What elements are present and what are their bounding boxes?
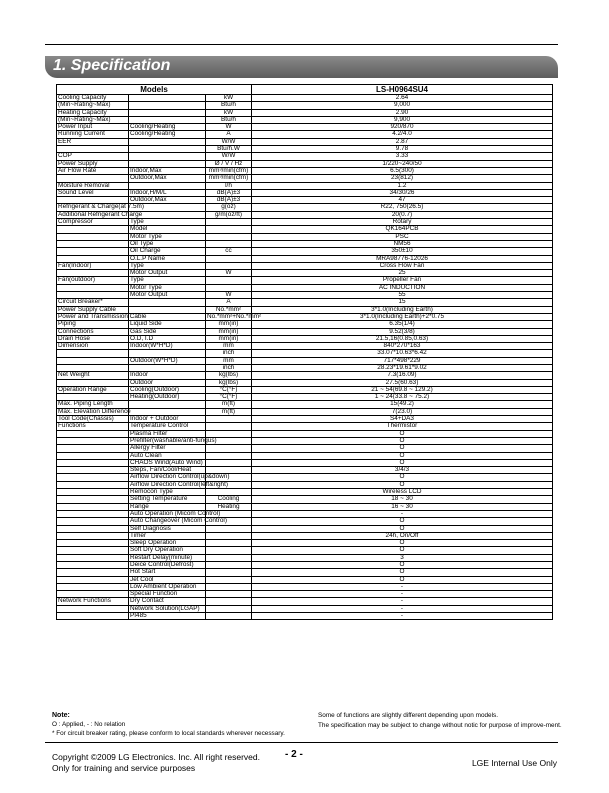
sub-item-cell: Sleep Operation bbox=[129, 540, 206, 547]
value-cell: 3/4/3 bbox=[252, 467, 553, 474]
value-cell: QK164PCB bbox=[252, 226, 553, 233]
value-cell: R22, 750(26.5) bbox=[252, 204, 553, 211]
unit-cell bbox=[206, 277, 252, 284]
sub-item-cell: Indoor,H/M/L bbox=[129, 189, 206, 196]
training-text: Only for training and service purposes bbox=[52, 763, 196, 773]
section-banner bbox=[45, 56, 558, 78]
sub-item-cell: Temperature Control bbox=[129, 423, 206, 430]
sub-item-cell bbox=[129, 146, 206, 153]
item-cell: Circuit Breaker* bbox=[57, 299, 129, 306]
value-cell: MRA98776-12026 bbox=[252, 255, 553, 262]
sub-item-cell bbox=[129, 109, 206, 116]
footer-rule bbox=[45, 742, 558, 743]
sub-item-cell: Gas Side bbox=[129, 328, 206, 335]
unit-cell: kg(lbs) bbox=[206, 379, 252, 386]
item-cell bbox=[57, 605, 129, 612]
value-cell: - bbox=[252, 510, 553, 517]
sub-item-cell: Type bbox=[129, 262, 206, 269]
value-cell: 21 ~ 54(69.8 ~ 129.2) bbox=[252, 386, 553, 393]
table-row bbox=[57, 146, 553, 153]
value-cell: S4+DA3 bbox=[252, 416, 553, 423]
sub-item-cell: Auto Operation (Micom Control) bbox=[130, 509, 221, 517]
table-row bbox=[57, 445, 553, 452]
item-cell: (Min~Rating~Max) bbox=[57, 102, 129, 109]
sub-item-cell: Auto Changeover (Micom Control) bbox=[130, 517, 227, 525]
value-cell: 18 ~ 30 bbox=[252, 496, 553, 503]
value-cell: - bbox=[252, 613, 553, 620]
sub-item-cell bbox=[129, 401, 206, 408]
sub-item-cell: Outdoor(W*H*D) bbox=[129, 357, 206, 364]
item-cell bbox=[57, 510, 129, 517]
item-cell: Power Supply Cable bbox=[57, 306, 129, 313]
item-cell bbox=[57, 496, 129, 503]
item-cell: Piping bbox=[57, 321, 129, 328]
value-cell: 28.23*19.61*9.02 bbox=[252, 364, 553, 371]
item-cell: Air Flow Rate bbox=[57, 167, 129, 174]
unit-cell bbox=[206, 569, 252, 576]
sub-item-cell: Allergy Filter bbox=[129, 445, 206, 452]
unit-cell: dB(A)±3 bbox=[206, 197, 252, 204]
unit-cell: A bbox=[206, 131, 252, 138]
value-cell: 3*1.0(Including Earth)+2*0.75 bbox=[252, 313, 553, 320]
value-cell: 350±10 bbox=[252, 248, 553, 255]
value-cell: 9,900 bbox=[252, 116, 553, 123]
item-cell: Max. Elevation Difference bbox=[58, 407, 131, 415]
value-cell: Wireless LCD bbox=[252, 489, 553, 496]
value-cell: NM56 bbox=[252, 240, 553, 247]
value-cell: Rotary bbox=[252, 219, 553, 226]
value-cell: 1 ~ 24(33.8 ~ 75.2) bbox=[252, 394, 553, 401]
item-cell: Sound Level bbox=[57, 189, 129, 196]
value-cell: O bbox=[252, 437, 553, 444]
value-cell: O bbox=[252, 562, 553, 569]
item-cell: Power Supply bbox=[57, 160, 129, 167]
table-row bbox=[57, 357, 553, 364]
sub-item-cell bbox=[129, 299, 206, 306]
table-row bbox=[57, 343, 553, 350]
value-cell: 27.5(60.63) bbox=[252, 379, 553, 386]
unit-cell: Btu/h.W bbox=[206, 146, 252, 153]
sub-item-cell: Cooling/Heating bbox=[129, 131, 206, 138]
table-row bbox=[57, 394, 553, 401]
unit-cell bbox=[206, 445, 252, 452]
item-cell bbox=[57, 562, 129, 569]
value-cell: 2.64 bbox=[252, 95, 553, 102]
sub-item-cell bbox=[129, 102, 206, 109]
value-cell: - bbox=[252, 591, 553, 598]
unit-cell: No.*mm²+No.*mm² bbox=[207, 312, 262, 320]
item-cell bbox=[57, 583, 129, 590]
item-cell bbox=[57, 240, 129, 247]
table-row bbox=[57, 292, 553, 299]
unit-cell: m(ft) bbox=[206, 408, 252, 415]
sub-item-cell: Jet Cool bbox=[129, 576, 206, 583]
item-cell bbox=[57, 569, 129, 576]
table-row bbox=[57, 109, 553, 116]
unit-cell bbox=[206, 226, 252, 233]
value-cell: 920/870 bbox=[252, 124, 553, 131]
copyright-text: Copyright ©2009 LG Electronics. Inc. All right reserved. bbox=[52, 752, 260, 762]
unit-cell bbox=[206, 452, 252, 459]
item-cell: Power and Transmission Cable bbox=[58, 312, 147, 320]
unit-cell bbox=[206, 576, 252, 583]
unit-cell: W/W bbox=[206, 153, 252, 160]
internal-use-label: LGE Internal Use Only bbox=[471, 758, 557, 768]
sub-item-cell: Plasma Filter bbox=[129, 430, 206, 437]
unit-cell: mm bbox=[206, 357, 252, 364]
item-cell bbox=[57, 467, 129, 474]
unit-cell: mm³/min(cfm) bbox=[206, 167, 252, 174]
value-cell: AC INDUCTION bbox=[252, 284, 553, 291]
value-cell: O bbox=[252, 569, 553, 576]
value-cell: - bbox=[252, 605, 553, 612]
sub-item-cell: Oil Charge bbox=[129, 248, 206, 255]
unit-cell bbox=[206, 219, 252, 226]
value-cell: Thermistor bbox=[252, 423, 553, 430]
item-cell: Additional Refrigerant Charge bbox=[58, 210, 143, 218]
table-row bbox=[57, 613, 553, 620]
value-cell: O bbox=[252, 547, 553, 554]
item-cell: Moisture Removal bbox=[57, 182, 129, 189]
item-cell: Max. Piping Length bbox=[57, 401, 129, 408]
sub-item-cell: Special Function bbox=[129, 591, 206, 598]
table-row bbox=[57, 153, 553, 160]
value-cell: O bbox=[252, 452, 553, 459]
sub-item-cell bbox=[129, 153, 206, 160]
value-cell: 47 bbox=[252, 197, 553, 204]
item-cell bbox=[57, 284, 129, 291]
unit-cell: m(ft) bbox=[206, 401, 252, 408]
unit-cell: Btu/h bbox=[206, 116, 252, 123]
unit-cell bbox=[206, 423, 252, 430]
table-row bbox=[57, 518, 553, 525]
unit-cell: kW bbox=[206, 109, 252, 116]
value-cell: 6.5(300) bbox=[252, 167, 553, 174]
sub-item-cell: Oil Type bbox=[129, 240, 206, 247]
unit-cell: mm³/min(cfm) bbox=[206, 175, 252, 182]
table-header-row bbox=[57, 85, 553, 95]
item-cell: Running Current bbox=[57, 131, 129, 138]
sub-item-cell: O.D, I.D bbox=[129, 335, 206, 342]
sub-item-cell: Airflow Direction Control(left&right) bbox=[130, 480, 229, 488]
item-cell bbox=[57, 437, 129, 444]
value-cell: 7(23.0) bbox=[252, 408, 553, 415]
item-cell bbox=[57, 554, 129, 561]
unit-cell: Cooling bbox=[206, 496, 252, 503]
item-cell bbox=[57, 175, 129, 182]
unit-cell bbox=[206, 540, 252, 547]
value-cell: 9,000 bbox=[252, 102, 553, 109]
item-cell bbox=[57, 430, 129, 437]
item-cell bbox=[57, 445, 129, 452]
model-number-header: LS-H0964SU4 bbox=[252, 85, 553, 95]
value-cell: 25 bbox=[252, 270, 553, 277]
unit-cell: W bbox=[206, 292, 252, 299]
item-cell bbox=[57, 613, 129, 620]
unit-cell bbox=[206, 598, 252, 605]
remark-line: Some of functions are slightly different depending upon models. bbox=[318, 712, 498, 719]
value-cell: O bbox=[252, 445, 553, 452]
sub-item-cell: Hot Start bbox=[129, 569, 206, 576]
unit-cell: g/m(oz/ft) bbox=[206, 211, 252, 218]
table-row bbox=[57, 131, 553, 138]
sub-item-cell: Model bbox=[129, 226, 206, 233]
unit-cell: No.*mm² bbox=[206, 306, 252, 313]
value-cell: O bbox=[252, 459, 553, 466]
unit-cell bbox=[206, 255, 252, 262]
table-row bbox=[57, 102, 553, 109]
item-cell bbox=[57, 226, 129, 233]
value-cell: 840*270*163 bbox=[252, 343, 553, 350]
unit-cell: Btu/h bbox=[206, 102, 252, 109]
unit-cell: W/W bbox=[206, 138, 252, 145]
sub-item-cell: Low Ambient Operation bbox=[129, 583, 206, 590]
value-cell: O bbox=[252, 430, 553, 437]
sub-item-cell: Liquid Side bbox=[129, 321, 206, 328]
unit-cell: A bbox=[206, 299, 252, 306]
value-cell: 1.2 bbox=[252, 182, 553, 189]
item-cell bbox=[57, 532, 129, 539]
item-cell: Functions bbox=[57, 423, 129, 430]
value-cell: O bbox=[252, 518, 553, 525]
sub-item-cell: Setting Temperature bbox=[129, 496, 206, 503]
item-cell: Drain Hose bbox=[57, 335, 129, 342]
value-cell: 9.78 bbox=[252, 146, 553, 153]
item-cell: Fan(Indoor) bbox=[57, 262, 129, 269]
item-cell bbox=[57, 350, 129, 357]
remark-block bbox=[318, 711, 563, 731]
item-cell: Compressor bbox=[57, 219, 129, 226]
unit-cell bbox=[206, 459, 252, 466]
footer-copyright bbox=[52, 752, 260, 774]
item-cell: Heating Capacity bbox=[57, 109, 129, 116]
sub-item-cell: Dry Contact bbox=[129, 598, 206, 605]
models-header: Models bbox=[57, 85, 252, 95]
item-cell: Power Input bbox=[57, 124, 129, 131]
sub-item-cell: Soft Dry Operation bbox=[129, 547, 206, 554]
sub-item-cell: Auto Clean bbox=[129, 452, 206, 459]
sub-item-cell: Motor Output bbox=[129, 270, 206, 277]
value-cell: 15 bbox=[252, 299, 553, 306]
unit-cell: mm bbox=[206, 343, 252, 350]
value-cell: 2.87 bbox=[252, 138, 553, 145]
value-cell: 717*498*229 bbox=[252, 357, 553, 364]
sub-item-cell: Indoor bbox=[129, 372, 206, 379]
unit-cell bbox=[206, 605, 252, 612]
unit-cell: cc bbox=[206, 248, 252, 255]
item-cell: Network Functions bbox=[57, 598, 129, 605]
sub-item-cell: Motor Output bbox=[129, 292, 206, 299]
item-cell: Connections bbox=[57, 328, 129, 335]
sub-item-cell: Outdoor bbox=[129, 379, 206, 386]
unit-cell: °C(°F) bbox=[206, 394, 252, 401]
item-cell bbox=[57, 503, 129, 510]
sub-item-cell: Indoor(W*H*D) bbox=[129, 343, 206, 350]
item-cell: (Min~Rating~Max) bbox=[57, 116, 129, 123]
sub-item-cell: PI485 bbox=[129, 613, 206, 620]
value-cell: 23(812) bbox=[252, 175, 553, 182]
item-cell bbox=[57, 481, 129, 488]
remark-line: The specification may be subject to change without notic for purpose of improve-ment. bbox=[318, 722, 562, 729]
sub-item-cell: Cooling(Outdoor) bbox=[129, 386, 206, 393]
sub-item-cell: Heating(Outdoor) bbox=[129, 394, 206, 401]
item-cell: Refrigerant & Charge(at 7.5m) bbox=[58, 203, 144, 211]
value-cell: Propeller Fan bbox=[252, 277, 553, 284]
value-cell: 55 bbox=[252, 292, 553, 299]
unit-cell bbox=[206, 547, 252, 554]
sub-item-cell: Airflow Direction Control(up&down) bbox=[130, 473, 230, 481]
table-row bbox=[57, 321, 553, 328]
item-cell bbox=[57, 547, 129, 554]
item-cell bbox=[57, 474, 129, 481]
sub-item-cell: Self Diagnosis bbox=[129, 525, 206, 532]
sub-item-cell: Indoor + Outdoor bbox=[129, 416, 206, 423]
section-title: 1. Specification bbox=[53, 57, 171, 74]
value-cell: PSC bbox=[252, 233, 553, 240]
unit-cell bbox=[206, 583, 252, 590]
sub-item-cell: Indoor,Max bbox=[129, 167, 206, 174]
value-cell: 7.3(16.09) bbox=[252, 372, 553, 379]
item-cell bbox=[57, 357, 129, 364]
value-cell: 15(49.2) bbox=[252, 401, 553, 408]
table-row bbox=[57, 248, 553, 255]
sub-item-cell: Motor Type bbox=[129, 233, 206, 240]
item-cell: Dimension bbox=[57, 343, 129, 350]
sub-item-cell bbox=[129, 138, 206, 145]
value-cell: 4.2/4.0 bbox=[252, 131, 553, 138]
value-cell: 9.52(3/8) bbox=[252, 328, 553, 335]
item-cell bbox=[57, 489, 129, 496]
value-cell: 3.33 bbox=[252, 153, 553, 160]
unit-cell: kW bbox=[206, 95, 252, 102]
value-cell: O bbox=[252, 474, 553, 481]
unit-cell bbox=[206, 554, 252, 561]
unit-cell: °C(°F) bbox=[206, 386, 252, 393]
value-cell: - bbox=[252, 598, 553, 605]
sub-item-cell: Outdoor,Max bbox=[129, 175, 206, 182]
sub-item-cell: Type bbox=[129, 277, 206, 284]
value-cell: 21.5,16(0.85,0.63) bbox=[252, 335, 553, 342]
unit-cell: W bbox=[206, 270, 252, 277]
item-cell bbox=[57, 540, 129, 547]
table-row bbox=[57, 299, 553, 306]
value-cell: O bbox=[252, 481, 553, 488]
item-cell: Net Weight bbox=[57, 372, 129, 379]
value-cell: Cross Flow Fan bbox=[252, 262, 553, 269]
item-cell bbox=[57, 576, 129, 583]
value-cell: 3*1.0(Including Earth) bbox=[252, 306, 553, 313]
sub-item-cell: Network Solution(LGAP) bbox=[129, 605, 206, 612]
sub-item-cell: Restart Delay(minute) bbox=[129, 554, 206, 561]
value-cell: - bbox=[252, 583, 553, 590]
unit-cell: kg(lbs) bbox=[206, 372, 252, 379]
unit-cell bbox=[206, 591, 252, 598]
note-line: * For circuit breaker rating, please conform to local standards wherever necessary. bbox=[52, 730, 285, 737]
unit-cell: inch bbox=[206, 350, 252, 357]
table-row bbox=[57, 138, 553, 145]
note-line: O : Applied, - : No relation bbox=[52, 721, 126, 728]
spec-table bbox=[56, 84, 553, 620]
value-cell: O bbox=[252, 540, 553, 547]
sub-item-cell bbox=[129, 95, 206, 102]
sub-item-cell: Motor Type bbox=[129, 284, 206, 291]
sub-item-cell: Prefilter(washable/anti-fungus) bbox=[130, 436, 217, 444]
sub-item-cell: Outdoor,Max bbox=[129, 197, 206, 204]
item-cell bbox=[57, 459, 129, 466]
unit-cell bbox=[206, 562, 252, 569]
item-cell: Fan(outdoor) bbox=[57, 277, 129, 284]
value-cell: 2.90 bbox=[252, 109, 553, 116]
unit-cell: W bbox=[206, 124, 252, 131]
sub-item-cell: CHAOS Wind(Auto Wind) bbox=[129, 459, 206, 466]
item-cell bbox=[57, 233, 129, 240]
sub-item-cell: Timer bbox=[129, 532, 206, 539]
item-cell bbox=[57, 452, 129, 459]
item-cell bbox=[57, 518, 129, 525]
item-cell bbox=[57, 248, 129, 255]
top-rule bbox=[45, 44, 558, 45]
table-row bbox=[57, 175, 553, 182]
sub-item-cell: Type bbox=[129, 219, 206, 226]
note-block bbox=[52, 711, 285, 738]
value-cell: 34/30/26 bbox=[252, 189, 553, 196]
value-cell: O bbox=[252, 525, 553, 532]
item-cell: COP bbox=[57, 153, 129, 160]
sub-item-cell: O.L.P Name bbox=[129, 255, 206, 262]
value-cell: 1/220~240/50 bbox=[252, 160, 553, 167]
unit-cell: mm(in) bbox=[206, 321, 252, 328]
sub-item-cell: Deice Control(Defrost) bbox=[129, 562, 206, 569]
sub-item-cell: Remocon Type bbox=[129, 489, 206, 496]
unit-cell bbox=[206, 233, 252, 240]
unit-cell bbox=[206, 613, 252, 620]
table-row bbox=[57, 95, 553, 102]
table-row bbox=[57, 372, 553, 379]
item-cell: Cooling Capacity bbox=[57, 95, 129, 102]
page-number: - 2 - bbox=[285, 749, 303, 760]
unit-cell: Heating bbox=[206, 503, 252, 510]
unit-cell bbox=[206, 532, 252, 539]
unit-cell: inch bbox=[206, 364, 252, 371]
unit-cell: mm(in) bbox=[206, 335, 252, 342]
item-cell: Operation Range bbox=[57, 386, 129, 393]
value-cell: 33.07*10.63*6.42 bbox=[252, 350, 553, 357]
value-cell: 20(0.7) bbox=[252, 211, 553, 218]
unit-cell bbox=[206, 416, 252, 423]
item-cell bbox=[57, 525, 129, 532]
value-cell: O bbox=[252, 576, 553, 583]
value-cell: 3 bbox=[252, 554, 553, 561]
unit-cell bbox=[206, 525, 252, 532]
unit-cell: dB(A)±3 bbox=[206, 189, 252, 196]
unit-cell: g(oz) bbox=[206, 204, 252, 211]
sub-item-cell: Cooling/Heating bbox=[129, 124, 206, 131]
unit-cell: Ø / V / Hz bbox=[206, 160, 252, 167]
value-cell: 6.35(1/4) bbox=[252, 321, 553, 328]
item-cell: EER bbox=[57, 138, 129, 145]
table-row bbox=[57, 569, 553, 576]
unit-cell: mm(in) bbox=[206, 328, 252, 335]
value-cell: 16 ~ 30 bbox=[252, 503, 553, 510]
value-cell: 24h, On/Off bbox=[252, 532, 553, 539]
note-title: Note: bbox=[52, 712, 70, 719]
unit-cell: l/h bbox=[206, 182, 252, 189]
sub-item-cell: Range bbox=[129, 503, 206, 510]
item-cell: Tool Code(Chassis) bbox=[57, 416, 129, 423]
sub-item-cell: Steps, Fan/Cool/Heat bbox=[129, 467, 206, 474]
